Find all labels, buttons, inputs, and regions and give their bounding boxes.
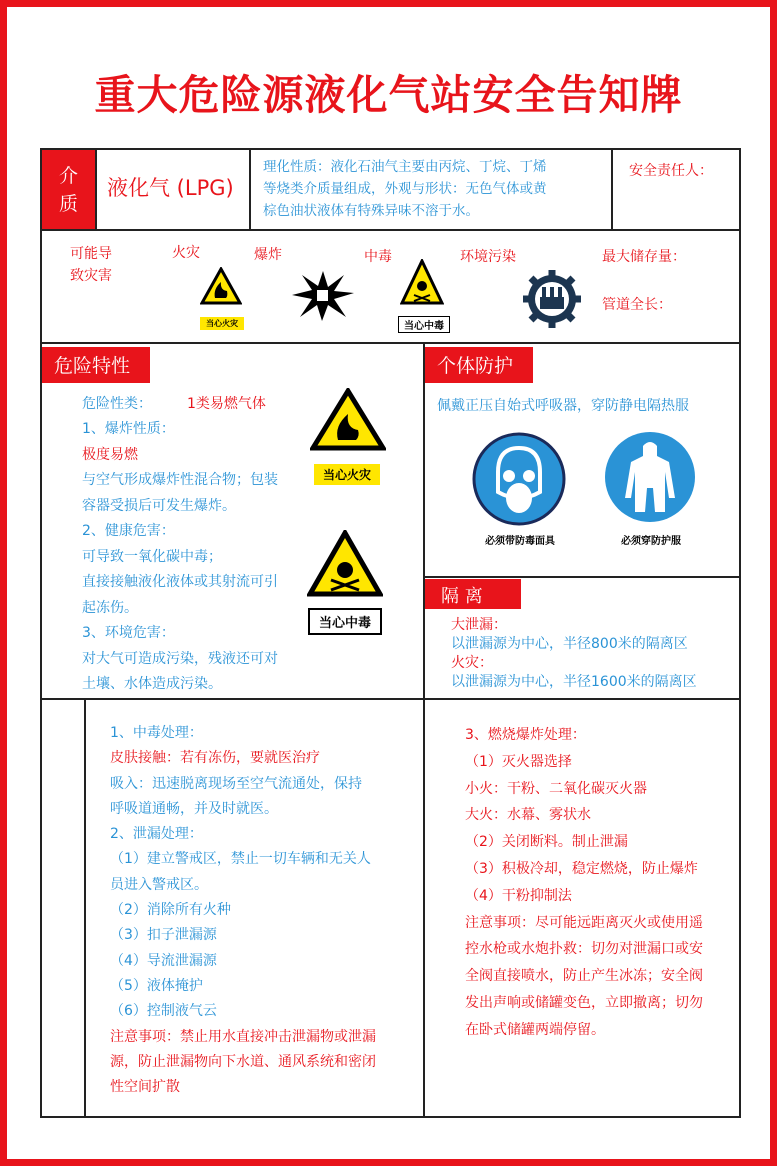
medium-label-cell [40, 148, 97, 231]
text-line: 1、中毒处理： [110, 725, 203, 741]
text-line: （1）灭火器选择 [465, 753, 572, 770]
pipeline-length-label: 管道全长： [602, 297, 672, 313]
text-line: 性空间扩散 [110, 1079, 180, 1096]
text-line: 员进入警戒区。 [110, 876, 208, 893]
medium-name-cell [95, 148, 251, 231]
text-line: 呼吸道通畅，并及时就医。 [110, 800, 278, 817]
protection-section [423, 342, 741, 578]
properties-text [263, 156, 547, 222]
page-title: 重大危险源液化气站安全告知牌 [94, 71, 683, 119]
text-line: （4）干粉抑制法 [465, 887, 572, 904]
responsible-label: 安全责任人： [629, 163, 713, 179]
hazards-label [70, 243, 112, 287]
text-line: 直接接触液化液体或其射流可引 [82, 574, 278, 590]
text-line: 火灾： [451, 655, 493, 671]
isolation-lines [451, 616, 697, 692]
hazard-environment: 环境污染 [460, 249, 516, 265]
emergency-left [84, 698, 425, 1118]
text-line: （1）建立警戒区，禁止一切车辆和无关人 [110, 851, 371, 868]
suit-label: 必须穿防护服 [621, 536, 681, 547]
emergency-right-lines [465, 722, 703, 1044]
emergency-right [423, 698, 741, 1118]
properties-line: 理化性质：液化石油气主要由丙烷、丁烷、丁烯 [263, 159, 547, 175]
hazard-poison: 中毒 [364, 249, 392, 265]
poison-sign-label: 当心中毒 [398, 316, 450, 333]
danger-header: 危险特性 [42, 347, 150, 383]
text-line: （2）关闭断料。制止泄漏 [465, 834, 628, 851]
text-line: 以泄漏源为中心，半径1600米的隔离区 [451, 674, 697, 690]
fire-sign-label: 当心火灾 [314, 464, 380, 485]
text-line: 容器受损后可发生爆炸。 [82, 497, 236, 514]
medium-name: 液化气 (LPG) [107, 176, 234, 200]
protection-header: 个体防护 [425, 347, 533, 383]
poison-sign-label: 当心中毒 [308, 608, 382, 635]
text-line: 2、健康危害： [82, 523, 175, 539]
text-line: 注意事项：尽可能远距离灭火或使用遥 [465, 914, 703, 931]
hazard-fire: 火灾 [172, 245, 200, 261]
fire-sign-label: 当心火灾 [200, 317, 244, 330]
text-line: 以泄漏源为中心，半径800米的隔离区 [451, 636, 688, 652]
hazards-label-line: 致灾害 [70, 268, 112, 284]
max-storage-label: 最大储存量： [602, 249, 686, 265]
text-line: 大火：水幕、雾状水 [465, 807, 591, 824]
emergency-label-cell [40, 698, 86, 1118]
fire-warning-icon [200, 267, 242, 305]
danger-class-value: 1类易燃气体 [187, 396, 266, 412]
text-line: 控水枪或水炮扑救：切勿对泄漏口或安 [465, 941, 703, 958]
danger-class-label: 危险性类： [82, 396, 152, 412]
text-line: 源，防止泄漏物向下水道、通风系统和密闭 [110, 1053, 376, 1070]
text-line: （3）积极冷却，稳定燃烧，防止爆炸 [465, 860, 698, 877]
text-line: 全阀直接喷水，防止产生冰冻；安全阀 [465, 968, 703, 985]
text-line: （5）液体掩护 [110, 977, 203, 994]
responsible-cell [611, 148, 741, 231]
fire-warning-icon [310, 388, 386, 452]
text-line: 可导致一氧化碳中毒； [82, 548, 222, 565]
text-line: 与空气形成爆炸性混合物；包装 [82, 472, 278, 488]
emergency-left-lines [110, 721, 376, 1100]
explosion-icon [292, 271, 354, 321]
text-line: （6）控制液气云 [110, 1003, 217, 1020]
isolation-header: 隔 离 [425, 579, 521, 609]
danger-section [40, 342, 425, 700]
properties-line: 等烧类介质量组成，外观与形状：无色气体或黄 [263, 181, 547, 197]
hazard-explosion: 爆炸 [254, 247, 282, 263]
text-line: 极度易燃 [82, 446, 138, 463]
text-line: （4）导流泄漏源 [110, 952, 217, 969]
gas-mask-icon [472, 432, 566, 526]
environmental-pollution-icon [522, 269, 582, 329]
text-line: 大泄漏： [451, 617, 507, 633]
properties-cell [249, 148, 613, 231]
properties-line: 棕色油状液体有特殊异味不溶于水。 [263, 203, 479, 219]
danger-lines [82, 417, 278, 698]
text-line: 3、环境危害： [82, 625, 175, 641]
hazards-row [40, 229, 741, 344]
protection-text: 佩戴正压自始式呼吸器，穿防静电隔热服 [437, 398, 689, 414]
text-line: 1、爆炸性质： [82, 421, 175, 437]
text-line: 3、燃烧爆炸处理： [465, 727, 586, 743]
gas-mask-label: 必须带防毒面具 [485, 536, 555, 547]
text-line: （3）扣子泄漏源 [110, 927, 217, 944]
hazards-label-line: 可能导 [70, 246, 112, 262]
medium-label: 介质 [59, 165, 79, 215]
text-line: （2）消除所有火种 [110, 902, 231, 919]
poison-warning-icon [400, 259, 444, 307]
protective-suit-icon [605, 432, 695, 522]
text-line: 对大气可造成污染，残液还可对 [82, 650, 278, 667]
text-line: 土壤、水体造成污染。 [82, 676, 222, 692]
text-line: 2、泄漏处理： [110, 826, 203, 843]
text-line: 在卧式储罐两端停留。 [465, 1021, 605, 1038]
isolation-section [423, 576, 741, 700]
text-line: 发出声响或储罐变色，立即撤离；切勿 [465, 994, 703, 1011]
text-line: 起冻伤。 [82, 599, 138, 616]
text-line: 吸入：迅速脱离现场至空气流通处，保持 [110, 775, 362, 792]
text-line: 皮肤接触：若有冻伤，要就医治疗 [110, 750, 320, 767]
text-line: 注意事项：禁止用水直接冲击泄漏物或泄漏 [110, 1028, 376, 1045]
text-line: 小火：干粉、二氧化碳灭火器 [465, 780, 647, 797]
poison-warning-icon [307, 530, 383, 598]
